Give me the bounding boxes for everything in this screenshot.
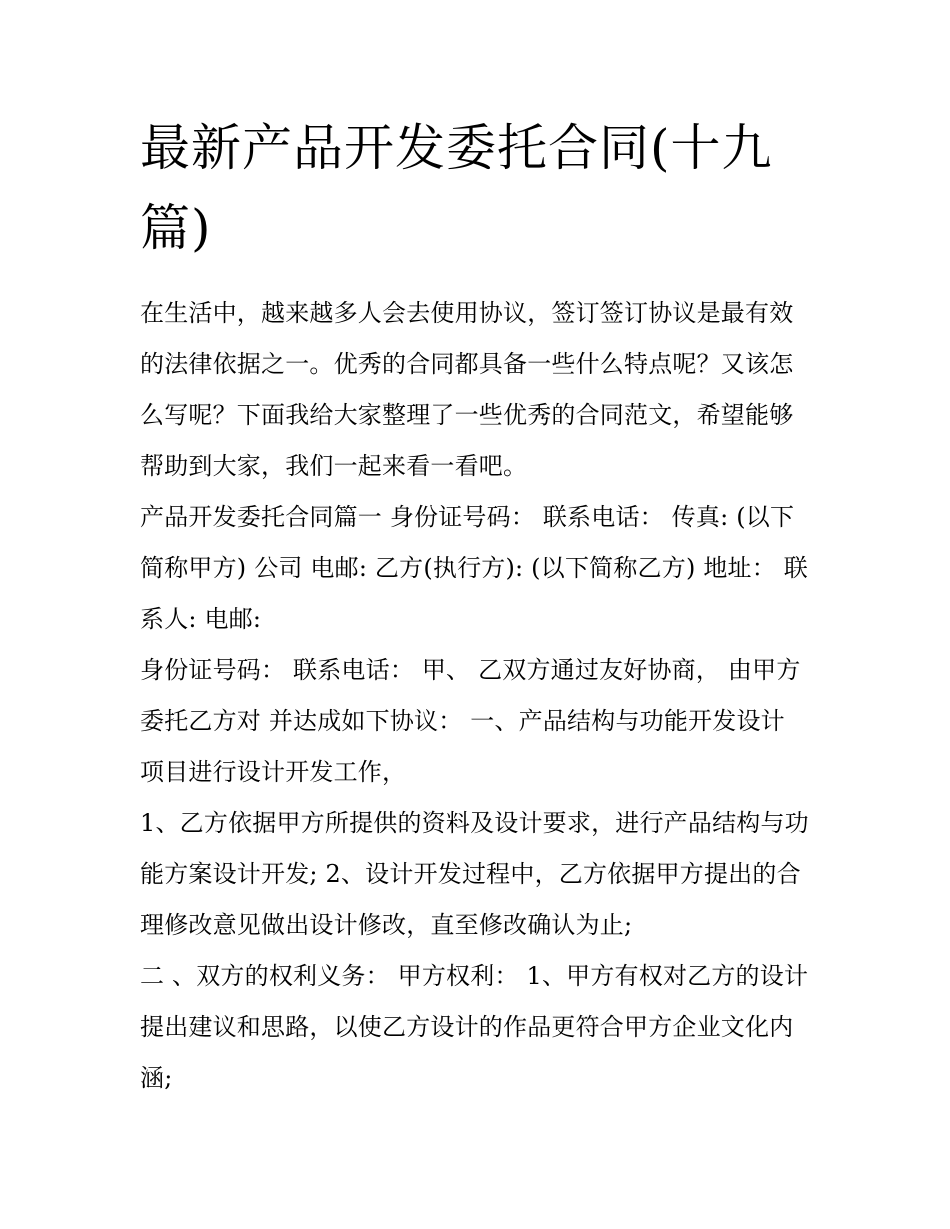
paragraph-clause-two: 二 、双方的权利义务： 甲方权利： 1、甲方有权对乙方的设计提出建议和思路，以使乙方设计的作品更符合甲方企业文化内涵;: [140, 962, 809, 1092]
document-title: 最新产品开发委托合同(十九篇): [140, 119, 773, 257]
paragraph-intro: 在生活中，越来越多人会去使用协议，签订签订协议是最有效的法律依据之一。优秀的合同都具备一些什么特点呢？又该怎么写呢？下面我给大家整理了一些优秀的合同范文，希望能够帮助到大家，我们一起来看一看吧。: [140, 299, 794, 480]
document-page: [140, 108, 812, 1104]
paragraph-clause-one: 1、乙方依据甲方所提供的资料及设计要求，进行产品结构与功能方案设计开发; 2、设计开发过程中，乙方依据甲方提出的合理修改意见做出设计修改，直至修改确认为止;: [140, 809, 809, 939]
paragraph-agreement: 身份证号码： 联系电话： 甲、 乙双方通过友好协商， 由甲方委托乙方对 并达成如下协议： 一、产品结构与功能开发设计 项目进行设计开发工作，: [140, 656, 801, 786]
paragraph-parties: 产品开发委托合同篇一 身份证号码： 联系电话： 传真: (以下简称甲方) 公司 电邮: 乙方(执行方): (以下简称乙方) 地址： 联系人: 电邮:: [140, 503, 808, 633]
